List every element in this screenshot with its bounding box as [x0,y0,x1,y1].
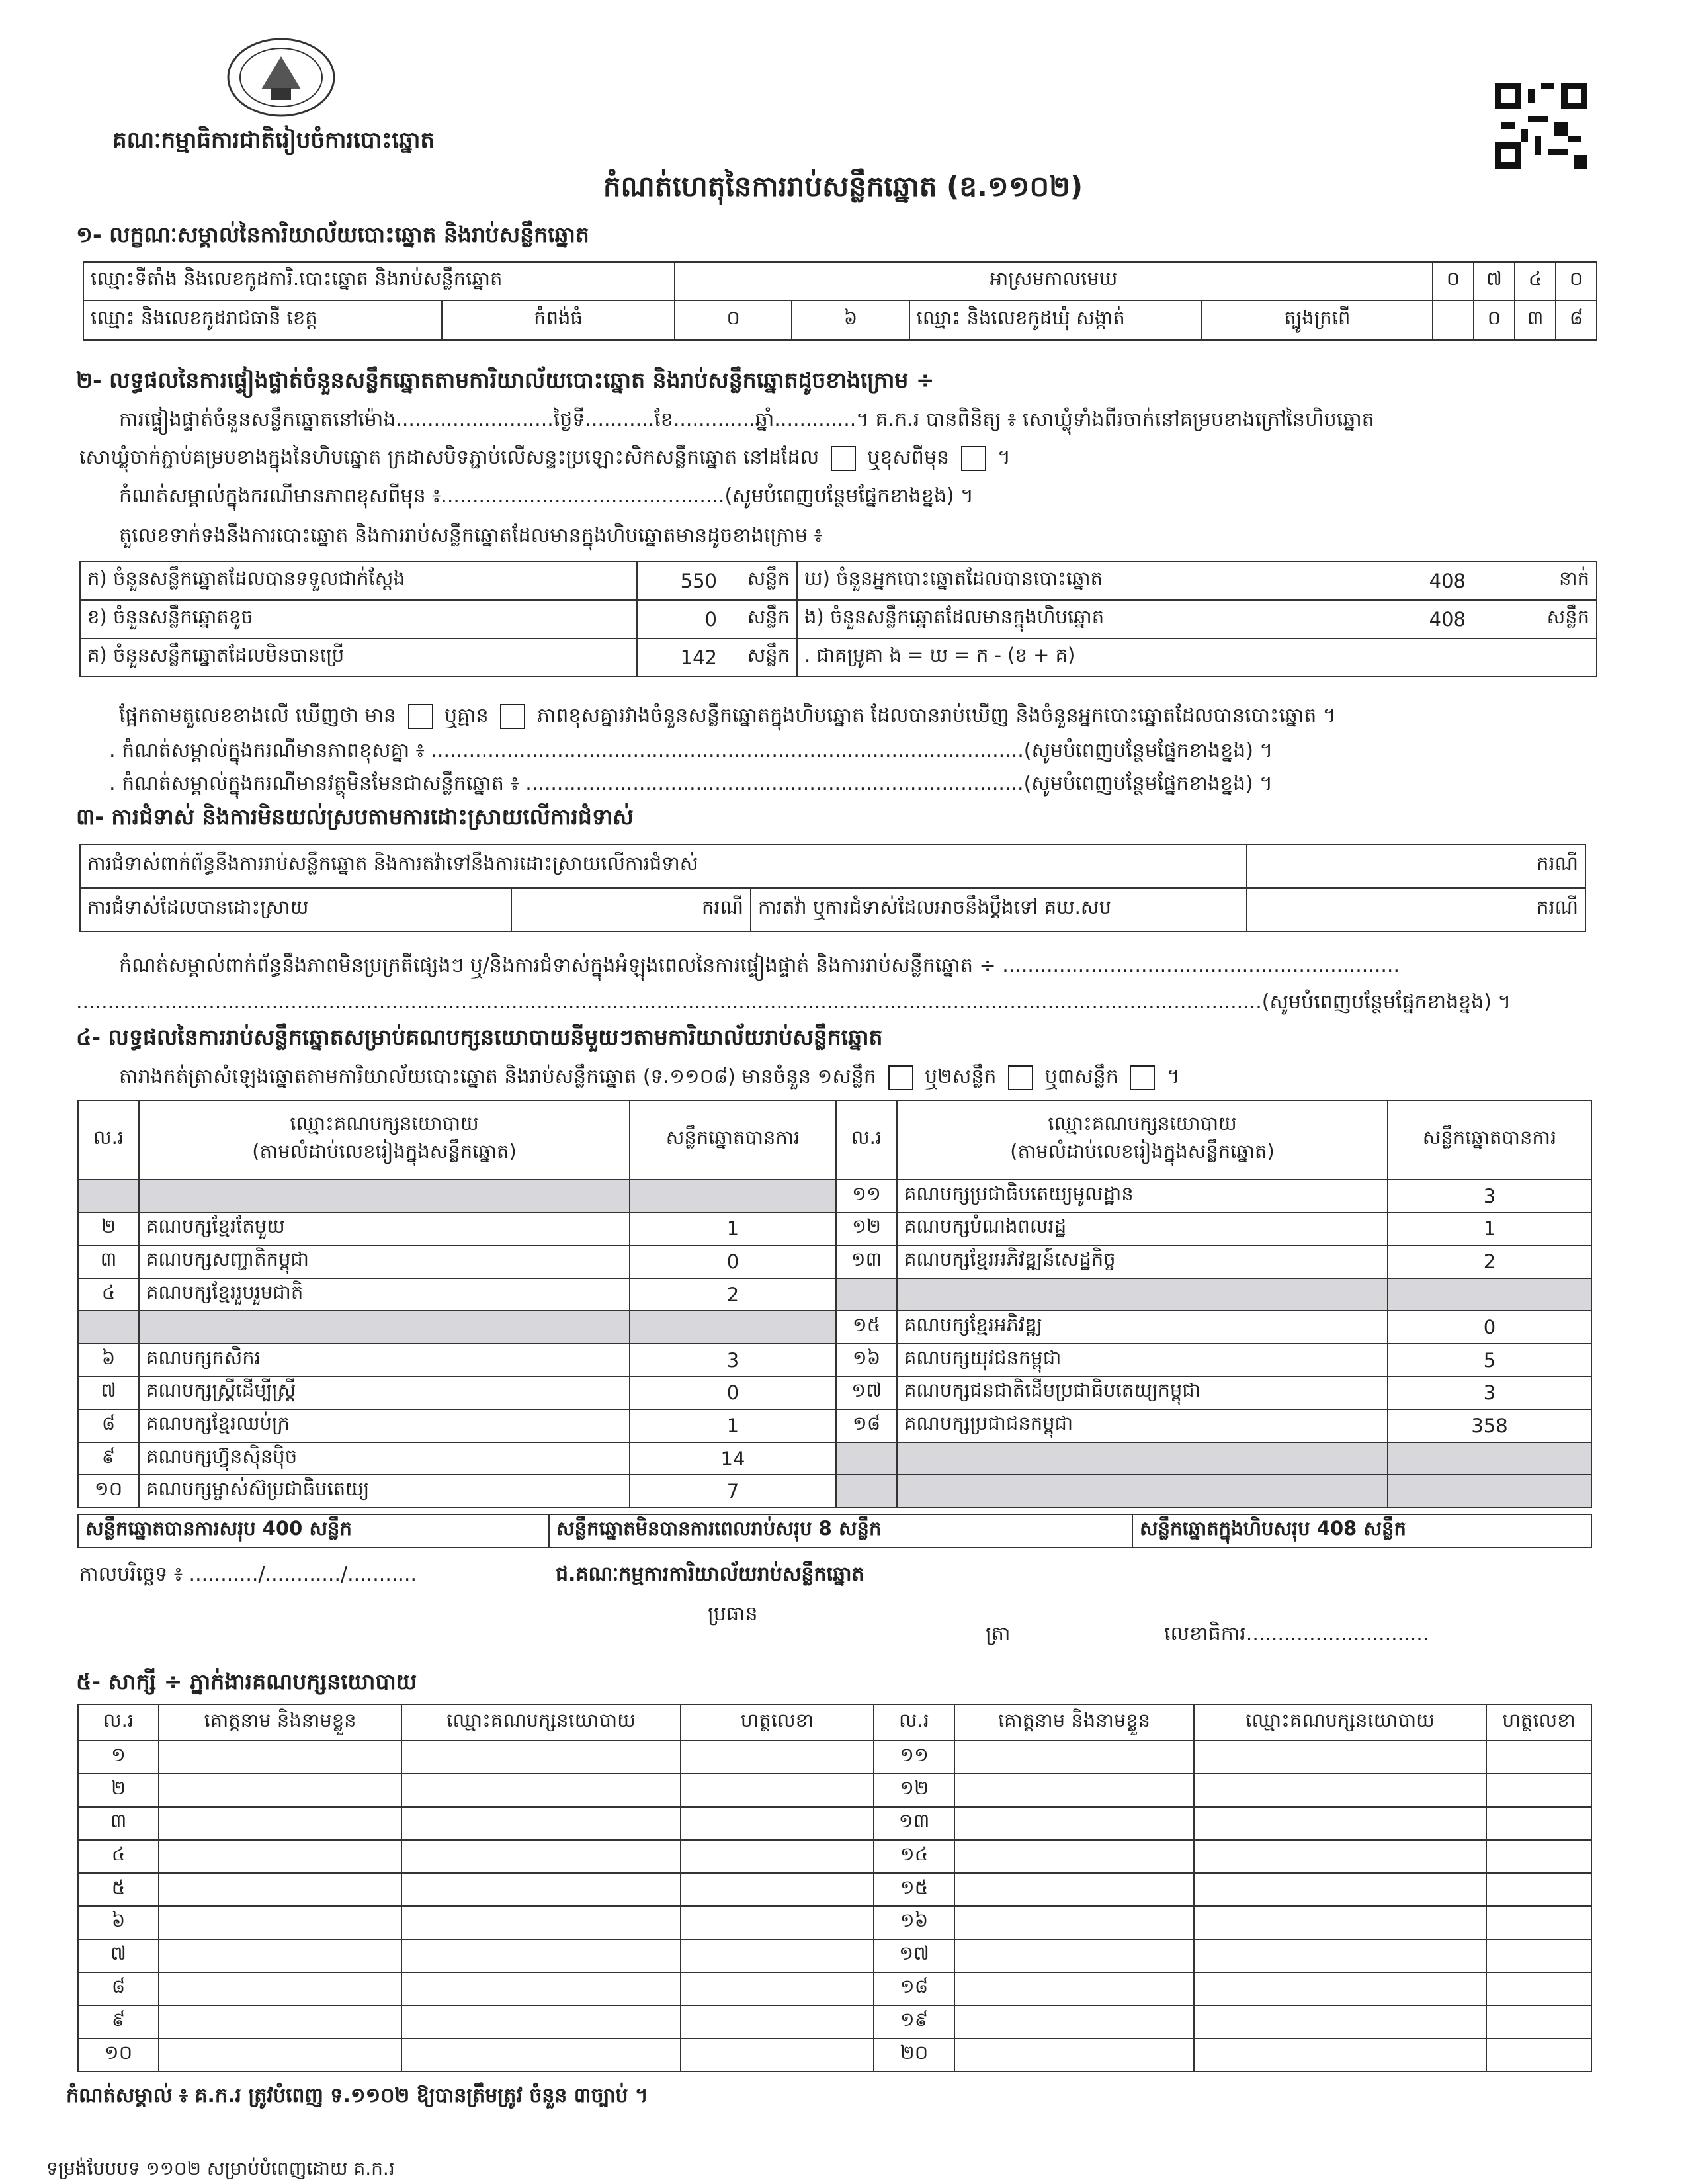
witness-party-field[interactable] [1194,2038,1486,2072]
col-party-subtitle: (តាមលំដាប់លេខរៀងក្នុងសន្លឹកឆ្នោត) [252,1140,517,1162]
witness-table [77,1704,1592,2072]
unused-ballots-label: គ) ចំនួនសន្លឹកឆ្នោតដែលមិនបានប្រើ [80,638,637,677]
irregularity-note-cont: ............................................................................................................................................................................................(សូមបំពេញបន្ថែមផ្នែកខាងខ្នង) ។ [76,990,1511,1014]
province-code-digit: ០ [675,301,792,339]
party-name-cell: គណបក្សខ្មែររួបរួមជាតិ [139,1278,630,1311]
chair-label: ប្រធាន [708,1602,758,1626]
commune-code-digit: ៣ [1515,300,1556,340]
total-in-box: សន្លឹកឆ្នោតក្នុងហិបសរុប 408 សន្លឹក [1132,1514,1591,1548]
seal-status-text: សោឃ្លុំចាក់ភ្ជាប់គម្របខាងក្នុងនៃហិបឆ្នោត ក្រដាសបិទភ្ជាប់លើសន្ទះប្រឡោះសិកសន្លឹកឆ្នោត នៅដដែល [79,446,820,469]
witness-signature-field[interactable] [1486,1840,1591,1873]
witness-no-cell: ១៥ [874,1873,954,1906]
witness-party-field[interactable] [1194,1873,1486,1906]
witness-party-field[interactable] [1194,2005,1486,2038]
party-no-cell: ៣ [78,1245,139,1278]
col-party-subtitle: (តាមលំដាប់លេខរៀងក្នុងសន្លឹកឆ្នោត) [1010,1140,1275,1162]
witness-no-cell: ៦ [78,1906,159,1939]
discrepancy-text: ភាពខុសគ្នារវាងចំនួនសន្លឹកឆ្នោតក្នុងហិបឆ្នោត ដែលបានរាប់ឃើញ និងចំនួនអ្នកបោះឆ្នោតដែលបានបោះឆ្នោត ។ [536,704,1336,727]
total-valid: សន្លឹកឆ្នោតបានការសរុប 400 សន្លឹក [78,1514,549,1548]
party-no-cell [836,1442,897,1475]
station-code-digit: ៧ [1474,262,1515,300]
witness-signature-field[interactable] [681,1741,874,1774]
party-results-table [77,1100,1592,1508]
case-label: ករណី [1247,844,1585,888]
witness-name-field[interactable] [954,1873,1194,1906]
voters-value: 408 [1353,562,1472,600]
witness-no-cell: ១៨ [874,1972,954,2005]
witness-party-field[interactable] [401,1774,681,1807]
spoiled-ballots-value: 0 [637,600,724,638]
commune-code-digit: ០ [1474,300,1515,340]
party-no-cell: ៦ [78,1344,139,1377]
party-no-cell: ១៧ [836,1377,897,1410]
witness-signature-field[interactable] [1486,1906,1591,1939]
received-ballots-value: 550 [637,562,724,600]
difference-note-line: កំណត់សម្គាល់ក្នុងករណីមានភាពខុសពីមុន ៖.............................................(សូមបំពេញបន្ថែមផ្នែកខាងខ្នង) ។ [119,484,974,507]
witness-name-field[interactable] [159,1840,401,1873]
col-party-title: ឈ្មោះគណបក្សនយោបាយ [290,1112,479,1135]
party-votes-cell: 14 [630,1442,836,1475]
witness-party-field[interactable] [401,1972,681,2005]
party-votes-cell [1388,1278,1591,1311]
col-name: គោត្តនាម និងនាមខ្លួន [954,1704,1194,1741]
witness-party-field[interactable] [401,1741,681,1774]
election-committee-logo [225,36,337,119]
witness-party-field[interactable] [1194,1939,1486,1972]
col-party [897,1100,1388,1180]
section-4-heading: ៤- លទ្ធផលនៃការរាប់សន្លឹកឆ្នោតសម្រាប់គណបក្សនយោបាយនីមួយៗតាមការិយាល័យរាប់សន្លឹកឆ្នោត [76,1024,883,1050]
col-no: ល.រ [836,1100,897,1180]
col-party: ឈ្មោះគណបក្សនយោបាយ [1194,1704,1486,1741]
case-label: ករណី [1247,888,1585,932]
party-no-cell [78,1311,139,1344]
two-sheets-label: ឬ២សន្លឹក [925,1065,997,1088]
changed-checkbox[interactable] [961,446,986,471]
three-sheets-checkbox[interactable] [1130,1065,1155,1090]
party-name-cell: គណបក្សប្រជាជនកម្ពុជា [897,1409,1388,1442]
section-2-heading: ២- លទ្ធផលនៃការផ្ទៀងផ្ទាត់ចំនួនសន្លឹកឆ្នោតតាមការិយាល័យបោះឆ្នោត និងរាប់សន្លឹកឆ្នោតដូចខាងក្រោម ÷ [76,367,935,393]
party-votes-cell: 1 [1388,1213,1591,1246]
station-code-digit: ៤ [1515,262,1556,300]
foreign-object-note: . កំណត់សម្គាល់ក្នុងករណីមានវត្ថុមិនមែនជាសន្លឹកឆ្នោត ៖ ...............................................................................(សូមបំពេញបន្ថែមផ្នែកខាងខ្នង) ។ [109,772,1273,795]
party-votes-cell: 3 [1388,1180,1591,1213]
changed-label: ឬខុសពីមុន [867,446,950,469]
witness-no-cell: ៣ [78,1807,159,1840]
discrepancy-yes-label: ផ្អែកតាមតួលេខខាងលើ ឃើញថា មាន [119,704,396,727]
two-sheets-checkbox[interactable] [1008,1065,1033,1090]
col-party-title: ឈ្មោះគណបក្សនយោបាយ [1048,1112,1237,1135]
witness-signature-field[interactable] [681,1972,874,2005]
witness-party-field[interactable] [1194,1840,1486,1873]
party-no-cell: ១៨ [836,1409,897,1442]
station-info-table [83,261,1597,341]
witness-name-field[interactable] [159,1939,401,1972]
witness-no-cell: ៤ [78,1840,159,1873]
party-votes-cell [630,1311,836,1344]
unit: សន្លឹក [724,562,797,600]
party-no-cell [836,1278,897,1311]
witness-no-cell: ១៣ [874,1807,954,1840]
witness-signature-field[interactable] [681,1906,874,1939]
col-signature: ហត្ថលេខា [1486,1704,1591,1741]
party-no-cell: ១១ [836,1180,897,1213]
footer-note: កំណត់សម្គាល់ ៖ គ.ក.រ ត្រូវបំពេញ ទ.១១០២ ឱ្យបានត្រឹមត្រូវ ចំនួន ៣ច្បាប់ ។ [66,2084,648,2107]
province-label: ឈ្មោះ និងលេខកូដរាជធានី ខេត្ត [83,300,442,340]
party-votes-cell: 1 [630,1409,836,1442]
party-no-cell: ៩ [78,1442,139,1475]
totals-table [77,1514,1592,1548]
form-footer: ទម្រង់បែបបទ ១១០២ សម្រាប់បំពេញដោយ គ.ក.រ [46,2158,395,2179]
discrepancy-no-checkbox[interactable] [500,704,525,729]
party-name-cell: គណបក្សប្រជាធិបតេយ្យមូលដ្ឋាន [897,1180,1388,1213]
seal-label: ត្រា [986,1622,1011,1645]
party-name-cell: គណបក្សខ្មែរអភិវឌ្ឍន៍សេដ្ឋកិច្ច [897,1245,1388,1278]
resolved-label: ការជំទាស់ដែលបានដោះស្រាយ [80,888,511,932]
witness-name-field[interactable] [954,1939,1194,1972]
tally-sheet-line: តារាងកត់ត្រាសំឡេងឆ្នោតតាមការិយាល័យបោះឆ្នោត និងរាប់សន្លឹកឆ្នោត (ទ.១១០៨) មានចំនួន ១សន្លឹក ឬ២សន្លឹក ឬ៣សន្លឹក ។ [119,1064,1180,1093]
received-ballots-label: ក) ចំនួនសន្លឹកឆ្នោតដែលបានទទួលជាក់ស្តែង [80,562,637,600]
witness-party-field[interactable] [401,1906,681,1939]
witness-name-field[interactable] [954,1774,1194,1807]
witness-party-field[interactable] [401,2005,681,2038]
witness-signature-field[interactable] [681,1873,874,1906]
seal-status-line: សោឃ្លុំចាក់ភ្ជាប់គម្របខាងក្នុងនៃហិបឆ្នោត ក្រដាសបិទភ្ជាប់លើសន្ទះប្រឡោះសិកសន្លឹកឆ្នោត នៅដដែល ឬខុសពីមុន ។ [79,445,1011,474]
witness-name-field[interactable] [159,1906,401,1939]
party-votes-cell: 3 [1388,1377,1591,1410]
party-votes-cell: 3 [630,1344,836,1377]
col-no: ល.រ [78,1100,139,1180]
verification-time-line: ការផ្ទៀងផ្ទាត់ចំនួនសន្លឹកឆ្នោតនៅម៉ោង.........................ថ្ងៃទី...........ខែ.............ឆ្នាំ.............។ គ.ក.រ បានពិនិត្យ ៖ សោឃ្លុំទាំងពីរចាក់នៅគម្របខាងក្រៅនៃហិបឆ្នោត [119,408,1374,431]
witness-party-field[interactable] [401,1807,681,1840]
party-no-cell: ៧ [78,1377,139,1410]
witness-name-field[interactable] [159,2038,401,2072]
witness-name-field[interactable] [159,1873,401,1906]
witness-name-field[interactable] [159,1774,401,1807]
ballots-in-box-label: ង) ចំនួនសន្លឹកឆ្នោតដែលមានក្នុងហិបឆ្នោត [797,600,1353,638]
witness-party-field[interactable] [1194,1906,1486,1939]
party-votes-cell [630,1180,836,1213]
province-name: កំពង់ធំ [442,300,675,340]
witness-no-cell: ១៤ [874,1840,954,1873]
witness-name-field[interactable] [954,2005,1194,2038]
col-no: ល.រ [78,1704,159,1741]
party-votes-cell: 0 [1388,1311,1591,1344]
complaints-label: ការជំទាស់ពាក់ព័ន្ធនឹងការរាប់សន្លឹកឆ្នោត និងការតវ៉ាទៅនឹងការដោះស្រាយលើការជំទាស់ [80,844,1247,888]
col-no: ល.រ [874,1704,954,1741]
discrepancy-line [119,703,1336,732]
party-name-cell: គណបក្សខ្មែរអភិវឌ្ឍ [897,1311,1388,1344]
witness-no-cell: ៩ [78,2005,159,2038]
witness-signature-field[interactable] [1486,1741,1591,1774]
party-name-cell: គណបក្សកសិករ [139,1344,630,1377]
party-votes-cell [1388,1442,1591,1475]
col-votes: សន្លឹកឆ្នោតបានការ [630,1100,836,1180]
witness-signature-field[interactable] [681,2038,874,2072]
witness-no-cell: ២ [78,1774,159,1807]
party-name-cell: គណបក្សម្ចាស់ស៊ប្រជាធិបតេយ្យ [139,1475,630,1508]
discrepancy-no-label: ឬគ្មាន [444,704,489,727]
witness-no-cell: ៨ [78,1972,159,2005]
ballot-figures-intro: តួលេខទាក់ទងនឹងការបោះឆ្នោត និងការរាប់សន្លឹកឆ្នោតដែលមានក្នុងហិបឆ្នោតមានដូចខាងក្រោម ៖ [119,524,823,547]
witness-signature-field[interactable] [681,1939,874,1972]
witness-party-field[interactable] [1194,1774,1486,1807]
station-label: ឈ្មោះទីតាំង និងលេខកូដការិ.បោះឆ្នោត និងរាប់សន្លឹកឆ្នោត [83,262,675,300]
party-votes-cell: 1 [630,1213,836,1246]
station-code-digit: ០ [1433,262,1474,300]
witness-signature-field[interactable] [1486,2005,1591,2038]
witness-no-cell: ៧ [78,1939,159,1972]
party-name-cell: គណបក្សយុវជនកម្ពុជា [897,1344,1388,1377]
party-votes-cell: 2 [1388,1245,1591,1278]
party-votes-cell: 5 [1388,1344,1591,1377]
witness-party-field[interactable] [1194,1807,1486,1840]
witness-name-field[interactable] [954,1807,1194,1840]
case-label: ករណី [511,888,751,932]
discrepancy-yes-checkbox[interactable] [408,704,433,729]
col-name: គោត្តនាម និងនាមខ្លួន [159,1704,401,1741]
witness-no-cell: ១៩ [874,2005,954,2038]
section-1-heading: ១- លក្ខណៈសម្គាល់នៃការិយាល័យបោះឆ្នោត និងរាប់សន្លឹកឆ្នោត [76,222,589,247]
party-name-cell: គណបក្សសញ្ជាតិកម្ពុជា [139,1245,630,1278]
date-line: កាលបរិច្ឆេទ ៖ .........../............/........... [79,1563,417,1586]
witness-name-field[interactable] [954,1972,1194,2005]
witness-no-cell: ២០ [874,2038,954,2072]
witness-name-field[interactable] [159,2005,401,2038]
unit: សន្លឹក [724,638,797,677]
witness-name-field[interactable] [954,1906,1194,1939]
witness-party-field[interactable] [1194,1741,1486,1774]
witness-party-field[interactable] [401,1873,681,1906]
committee-label: ជ.គណៈកម្មការការិយាល័យរាប់សន្លឹកឆ្នោត [556,1563,864,1586]
witness-name-field[interactable] [159,1741,401,1774]
witness-signature-field[interactable] [1486,1873,1591,1906]
witness-name-field[interactable] [954,1741,1194,1774]
party-no-cell: ២ [78,1213,139,1246]
difference-note: . កំណត់សម្គាល់ក្នុងករណីមានភាពខុសគ្នា ៖ ..............................................................................................(សូមបំពេញបន្ថែមផ្នែកខាងខ្នង) ។ [109,739,1273,762]
spoiled-ballots-label: ខ) ចំនួនសន្លឹកឆ្នោតខូច [80,600,637,638]
witness-no-cell: ១៧ [874,1939,954,1972]
witness-signature-field[interactable] [681,1774,874,1807]
province-code-digit: ៦ [843,306,858,329]
unit: សន្លឹក [724,600,797,638]
station-name: អាស្រមកាលមេឃ [675,262,1433,300]
three-sheets-label: ឬ៣សន្លឹក [1044,1065,1118,1088]
witness-party-field[interactable] [401,1840,681,1873]
ballot-figures-table [79,561,1597,677]
irregularity-note: កំណត់សម្គាល់ពាក់ព័ន្ធនឹងភាពមិនប្រក្រតីផ្សេងៗ ឬ/និងការជំទាស់ក្នុងអំឡុងពេលនៃការផ្ទៀងផ្ទាត់ និងការរាប់សន្លឹកឆ្នោត ÷ ............................................................... [119,954,1400,977]
appeal-label: ការតវ៉ា ឬការជំទាស់ដែលអាចនឹងប្តឹងទៅ គឃ.សប [751,888,1247,932]
unit: នាក់ [1472,562,1597,600]
party-name-cell: គណបក្សស្ត្រីដើម្បីស្ត្រី [139,1377,630,1410]
witness-no-cell: ១ [78,1741,159,1774]
witness-name-field[interactable] [159,1972,401,2005]
ballots-in-box-value: 408 [1353,600,1472,638]
party-no-cell [836,1475,897,1508]
organization-name: គណៈកម្មាធិការជាតិរៀបចំការបោះឆ្នោត [112,127,435,153]
party-no-cell: ១៦ [836,1344,897,1377]
witness-signature-field[interactable] [681,2005,874,2038]
unit: សន្លឹក [1472,600,1597,638]
witness-signature-field[interactable] [1486,2038,1591,2072]
formula: . ជាគម្រូគា ង = ឃ = ក - (ខ + គ) [797,638,1597,677]
complaints-table [79,844,1586,932]
witness-signature-field[interactable] [1486,1972,1591,2005]
form-title: កំណត់ហេតុនៃការរាប់សន្លឹកឆ្នោត (ឧ.១១០២) [603,170,1083,202]
secretary-label: លេខាធិការ............................. [1164,1622,1429,1645]
party-no-cell: ១៣ [836,1245,897,1278]
party-votes-cell: 358 [1388,1409,1591,1442]
witness-no-cell: ១០ [78,2038,159,2072]
party-no-cell: ៨ [78,1409,139,1442]
witness-no-cell: ១៦ [874,1906,954,1939]
one-sheet-checkbox[interactable] [888,1065,913,1090]
party-name-cell [139,1180,630,1213]
party-name-cell: គណបក្សហ៊្វុនស៊ិនប៉ិច [139,1442,630,1475]
witness-signature-field[interactable] [1486,1939,1591,1972]
party-no-cell: ៤ [78,1278,139,1311]
party-name-cell: គណបក្សខ្មែរឈប់ក្រ [139,1409,630,1442]
party-name-cell [897,1278,1388,1311]
station-code-digit: ០ [1556,262,1597,300]
party-votes-cell: 2 [630,1278,836,1311]
party-no-cell: ១០ [78,1475,139,1508]
party-votes-cell [1388,1475,1591,1508]
party-name-cell [139,1311,630,1344]
party-no-cell: ១២ [836,1213,897,1246]
section-5-heading: ៥- សាក្សី ÷ ភ្នាក់ងារគណបក្សនយោបាយ [76,1669,417,1694]
col-signature: ហត្ថលេខា [681,1704,874,1741]
unused-ballots-value: 142 [637,638,724,677]
party-name-cell: គណបក្សជនជាតិដើមប្រជាធិបតេយ្យកម្ពុជា [897,1377,1388,1410]
witness-signature-field[interactable] [681,1807,874,1840]
witness-name-field[interactable] [954,1840,1194,1873]
witness-no-cell: ៥ [78,1873,159,1906]
witness-party-field[interactable] [1194,1972,1486,2005]
section-3-heading: ៣- ការជំទាស់ និងការមិនយល់ស្របតាមការដោះស្រាយលើការជំទាស់ [76,804,634,830]
qr-code-icon [1495,83,1587,169]
party-name-cell: គណបក្សខ្មែរតែមួយ [139,1213,630,1246]
party-name-cell [897,1442,1388,1475]
witness-name-field[interactable] [954,2038,1194,2072]
party-votes-cell: 0 [630,1377,836,1410]
commune-name: ត្បូងក្រពើ [1202,300,1433,340]
commune-label: ឈ្មោះ និងលេខកូដឃុំ សង្កាត់ [909,300,1202,340]
commune-code-digit: ៨ [1556,300,1597,340]
voters-label: ឃ) ចំនួនអ្នកបោះឆ្នោតដែលបានបោះឆ្នោត [797,562,1353,600]
witness-no-cell: ១២ [874,1774,954,1807]
party-no-cell [78,1180,139,1213]
witness-signature-field[interactable] [1486,1774,1591,1807]
witness-party-field[interactable] [401,2038,681,2072]
party-votes-cell: 0 [630,1245,836,1278]
witness-signature-field[interactable] [1486,1807,1591,1840]
total-invalid: សន្លឹកឆ្នោតមិនបានការពេលរាប់សរុប 8 សន្លឹក [549,1514,1132,1548]
col-party [139,1100,630,1180]
witness-party-field[interactable] [401,1939,681,1972]
witness-name-field[interactable] [159,1807,401,1840]
party-votes-cell: 7 [630,1475,836,1508]
party-no-cell: ១៥ [836,1311,897,1344]
party-name-cell [897,1475,1388,1508]
col-votes: សន្លឹកឆ្នោតបានការ [1388,1100,1591,1180]
unchanged-checkbox[interactable] [831,446,856,471]
witness-signature-field[interactable] [681,1840,874,1873]
witness-no-cell: ១១ [874,1741,954,1774]
col-party: ឈ្មោះគណបក្សនយោបាយ [401,1704,681,1741]
tally-sheet-text: តារាងកត់ត្រាសំឡេងឆ្នោតតាមការិយាល័យបោះឆ្នោត និងរាប់សន្លឹកឆ្នោត (ទ.១១០៨) មានចំនួន ១សន្លឹក [119,1065,876,1088]
party-name-cell: គណបក្សបំណងពលរដ្ឋ [897,1213,1388,1246]
